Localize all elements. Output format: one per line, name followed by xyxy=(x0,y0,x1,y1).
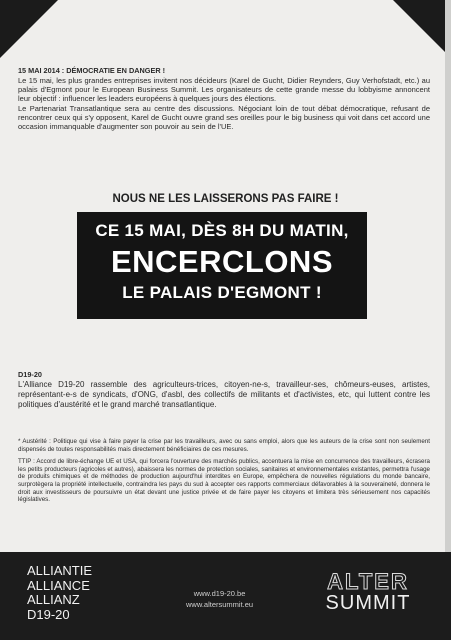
alter-logo-bottom: SUMMIT xyxy=(325,592,411,614)
intro-paragraph-1: Le 15 mai, les plus grandes entreprises invitent nos décideurs (Karel de Gucht, Didier Reynders, Guy Verhofstadt, etc.) au palais d'Egmont pour le European Business Summit. Les organisateurs de cette grande messe du lobbyisme annoncent leur objectif : influencer les leaders européens à quelques jours des élections. xyxy=(18,76,430,103)
banner-line-main: ENCERCLONS xyxy=(110,244,333,279)
logo-line-4: D19-20 xyxy=(27,606,70,622)
action-banner xyxy=(77,212,367,319)
footer-bar xyxy=(0,552,451,640)
d19-text: L'Alliance D19-20 rassemble des agriculteurs-trices, citoyen-ne-s, travailleur-ses, chômeurs-euses, artistes, représentant-e-s de syndicats, d'ONG, d'asbl, des collectifs de militants et d'activistes, etc, qui luttent contre les politiques d'austérité et le grand marché transatlantique. xyxy=(18,380,430,409)
logo-line-2: ALLIANCE xyxy=(27,577,90,593)
link-d19[interactable]: www.d19-20.be xyxy=(193,589,246,598)
footer-links xyxy=(186,588,253,610)
d19-section xyxy=(18,370,430,410)
banner-line-date: CE 15 MAI, DÈS 8H DU MATIN, xyxy=(95,221,349,240)
photo-corner-top-left xyxy=(0,0,58,58)
footnotes xyxy=(18,438,430,504)
logo-line-3: ALLIANZ xyxy=(27,592,80,607)
d19-title: D19-20 xyxy=(18,370,42,379)
intro-section xyxy=(18,66,430,131)
alter-logo-top: ALTER xyxy=(327,569,409,594)
intro-paragraph-2: Le Partenariat Transatlantique sera au centre des discussions. Négociant loin de tout débat démocratique, refusant de rencontrer ceux qui s'y opposent, Karel de Gucht ouvre grand ses oreilles pour le big business qui voit dans cet accord une occasion immanquable d'augmenter son pouvoir au sein de l'UE. xyxy=(18,104,430,131)
footnote-austerity: * Austérité : Politique qui vise à faire payer la crise par les travailleurs, avec ou sans emploi, alors que les auteurs de la crise sont non seulement dispensés de toutes responsabilités mais directement bénéficiaires de ces mesures. xyxy=(18,438,430,453)
photo-corner-top-right xyxy=(393,0,451,58)
logo-line-1: ALLIANTIE xyxy=(27,563,93,578)
footnote-ttip: TTIP : Accord de libre-échange UE et USA, qui forcera l'ouverture des marchés publics, accentuera la mise en concurrence des travailleurs, écrasera les petits producteurs (agricoles et autres), abaissera les normes de protection sociales, sanitaires et environnementales existantes, permettra l'usage de produits chimiques et de méthodes de production aujourd'hui interdites en Europe, empêchera de nouvelles régulations du monde bancaire, surprotègera la propriété intellectuelle, contraindra les pays du sud à accepter ces rapports commerciaux défavorables à la souveraineté, donnera le droit aux investisseurs de poursuivre un état devant une justice privée et de faire payer les citoyens et limitera très sérieusement nos capacités législatives. xyxy=(18,458,430,504)
altersummit-logo xyxy=(312,570,424,614)
banner-line-place: LE PALAIS D'EGMONT ! xyxy=(122,283,322,302)
alliance-logo xyxy=(27,564,92,622)
call-to-action: NOUS NE LES LAISSERONS PAS FAIRE ! xyxy=(112,193,339,205)
link-altersummit[interactable]: www.altersummit.eu xyxy=(186,600,254,609)
intro-title: 15 MAI 2014 : DÉMOCRATIE EN DANGER ! xyxy=(18,66,166,75)
page-edge xyxy=(445,0,451,640)
